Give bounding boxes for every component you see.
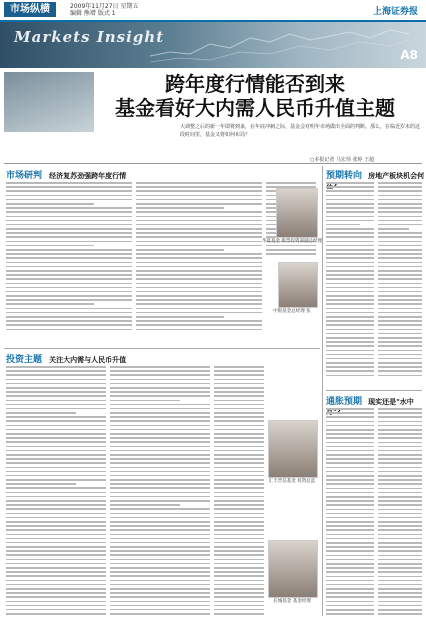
banner-title: Markets Insight (14, 28, 165, 46)
article-body (136, 182, 262, 342)
section-subtitle: 房地产板块机会何 (368, 172, 425, 180)
photo-caption: 汇丰晋信基金 投资总监 (268, 479, 316, 484)
portrait-photo (268, 540, 318, 598)
headline-line-2: 基金看好大内需人民币升值主题 (115, 96, 395, 120)
article-body (6, 366, 106, 618)
portrait-photo (276, 188, 318, 238)
section-title: 投资主题 (6, 355, 43, 365)
portrait-photo (278, 262, 318, 308)
photo-caption: 中银基金总经理 张 (273, 309, 311, 314)
article-body (6, 182, 132, 342)
page-number: A8 (400, 48, 418, 62)
photo-caption: 长城基金 基金经理 (273, 599, 311, 604)
article-body (214, 366, 264, 618)
article-body (326, 408, 374, 618)
section-tag: 市场纵横 (4, 2, 56, 17)
portrait-photo (268, 420, 318, 478)
divider (4, 348, 320, 349)
stock-graph-decoration (150, 26, 410, 66)
section-head-investment (6, 352, 126, 365)
section-subtitle: 经济复苏劲强跨年度行情 (49, 172, 127, 180)
section-title: 通胀预期 (326, 397, 363, 407)
byline: ○本报记者 马宏伟 张婷 王超 (310, 157, 375, 163)
article-body (326, 182, 374, 382)
article-body (378, 182, 422, 382)
lead-image (4, 72, 94, 132)
masthead-bar (0, 0, 426, 22)
section-title: 预期转向 (326, 171, 363, 181)
main-headline (90, 72, 420, 120)
headline-line-1: 跨年度行情能否到来 (165, 72, 345, 96)
section-subtitle: 现实还是"水中 (368, 398, 414, 406)
divider (4, 163, 422, 164)
photo-caption: 华夏基金 股票投资部副总经理 (262, 239, 322, 244)
date-line (70, 3, 138, 17)
divider (326, 390, 422, 391)
date-text: 2009年11月27日 星期五 (70, 3, 139, 10)
article-body (110, 366, 210, 618)
editor-text: 编辑 熊增 版式 1 (70, 10, 116, 17)
article-body (378, 408, 422, 618)
column-divider (322, 166, 323, 616)
page-banner (0, 22, 426, 68)
paper-name: 上海证券报 (372, 7, 418, 17)
section-subtitle: 关注大内需与人民币升值 (49, 356, 127, 364)
section-title: 市场研判 (6, 171, 43, 181)
lead-intro: 大调整之后的新一年即将到来，在年底冲刺之际，基金会对明年市场做出全面的判断。那么，在临近岁末的这段时间里，基金又将如何布局？ (180, 124, 421, 138)
section-head-market (6, 168, 126, 181)
